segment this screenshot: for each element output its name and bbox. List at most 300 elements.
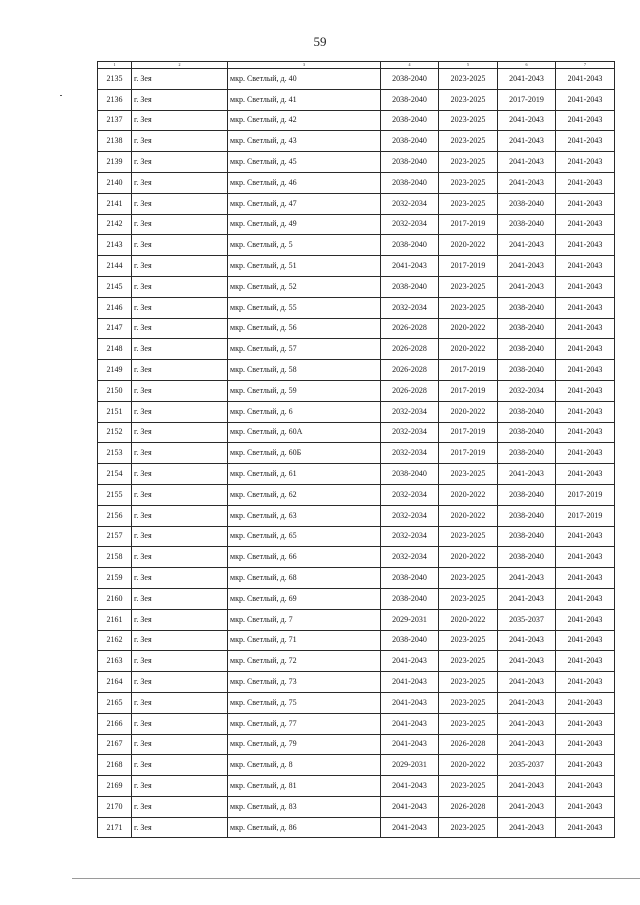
period-col4-cell: 2038-2040	[381, 89, 439, 110]
table-row	[98, 422, 615, 443]
address-cell: мкр. Светлый, д. 46	[228, 172, 381, 193]
table-row	[98, 817, 615, 838]
period-col7-cell: 2041-2043	[556, 214, 615, 235]
period-col4-cell: 2038-2040	[381, 568, 439, 589]
period-col6-cell: 2041-2043	[498, 588, 556, 609]
period-col7-cell: 2041-2043	[556, 235, 615, 256]
period-col7-cell: 2041-2043	[556, 339, 615, 360]
period-col7-cell: 2041-2043	[556, 692, 615, 713]
address-cell: мкр. Светлый, д. 75	[228, 692, 381, 713]
period-col7-cell: 2041-2043	[556, 734, 615, 755]
period-col5-cell: 2020-2022	[439, 318, 498, 339]
row-number: 2169	[98, 776, 132, 797]
row-number: 2168	[98, 755, 132, 776]
period-col7-cell: 2041-2043	[556, 609, 615, 630]
period-col6-cell: 2038-2040	[498, 547, 556, 568]
period-col4-cell: 2032-2034	[381, 193, 439, 214]
table-row	[98, 380, 615, 401]
period-col4-cell: 2032-2034	[381, 547, 439, 568]
city-cell: г. Зея	[132, 692, 228, 713]
period-col4-cell: 2032-2034	[381, 297, 439, 318]
period-col6-cell: 2038-2040	[498, 214, 556, 235]
city-cell: г. Зея	[132, 443, 228, 464]
period-col4-cell: 2026-2028	[381, 339, 439, 360]
row-number: 2171	[98, 817, 132, 838]
period-col6-cell: 2035-2037	[498, 755, 556, 776]
city-cell: г. Зея	[132, 547, 228, 568]
period-col7-cell: 2041-2043	[556, 547, 615, 568]
row-number: 2167	[98, 734, 132, 755]
period-col6-cell: 2038-2040	[498, 401, 556, 422]
period-col5-cell: 2026-2028	[439, 796, 498, 817]
city-cell: г. Зея	[132, 588, 228, 609]
period-col7-cell: 2041-2043	[556, 630, 615, 651]
address-cell: мкр. Светлый, д. 5	[228, 235, 381, 256]
period-col4-cell: 2041-2043	[381, 256, 439, 277]
period-col4-cell: 2038-2040	[381, 172, 439, 193]
table-row	[98, 214, 615, 235]
table-row	[98, 318, 615, 339]
period-col7-cell: 2017-2019	[556, 505, 615, 526]
city-cell: г. Зея	[132, 235, 228, 256]
period-col5-cell: 2020-2022	[439, 235, 498, 256]
column-number: 4	[381, 62, 439, 69]
period-col5-cell: 2023-2025	[439, 776, 498, 797]
address-cell: мкр. Светлый, д. 62	[228, 484, 381, 505]
city-cell: г. Зея	[132, 172, 228, 193]
period-col4-cell: 2041-2043	[381, 796, 439, 817]
period-col5-cell: 2023-2025	[439, 89, 498, 110]
period-col6-cell: 2038-2040	[498, 360, 556, 381]
period-col4-cell: 2038-2040	[381, 588, 439, 609]
period-col6-cell: 2041-2043	[498, 796, 556, 817]
table-row	[98, 672, 615, 693]
period-col7-cell: 2041-2043	[556, 360, 615, 381]
period-col5-cell: 2020-2022	[439, 505, 498, 526]
row-number: 2138	[98, 131, 132, 152]
city-cell: г. Зея	[132, 318, 228, 339]
period-col6-cell: 2041-2043	[498, 713, 556, 734]
period-col4-cell: 2041-2043	[381, 734, 439, 755]
period-col7-cell: 2041-2043	[556, 256, 615, 277]
period-col4-cell: 2038-2040	[381, 235, 439, 256]
row-number: 2153	[98, 443, 132, 464]
address-cell: мкр. Светлый, д. 7	[228, 609, 381, 630]
page-number: 59	[313, 34, 327, 49]
period-col6-cell: 2041-2043	[498, 276, 556, 297]
row-number: 2147	[98, 318, 132, 339]
table-row	[98, 360, 615, 381]
address-cell: мкр. Светлый, д. 58	[228, 360, 381, 381]
period-col5-cell: 2017-2019	[439, 214, 498, 235]
period-col6-cell: 2038-2040	[498, 526, 556, 547]
row-number: 2136	[98, 89, 132, 110]
table-row	[98, 484, 615, 505]
row-number: 2166	[98, 713, 132, 734]
period-col4-cell: 2032-2034	[381, 214, 439, 235]
address-cell: мкр. Светлый, д. 8	[228, 755, 381, 776]
period-col5-cell: 2023-2025	[439, 131, 498, 152]
address-cell: мкр. Светлый, д. 81	[228, 776, 381, 797]
row-number: 2161	[98, 609, 132, 630]
period-col7-cell: 2041-2043	[556, 422, 615, 443]
city-cell: г. Зея	[132, 651, 228, 672]
period-col6-cell: 2038-2040	[498, 193, 556, 214]
period-col5-cell: 2023-2025	[439, 817, 498, 838]
period-col7-cell: 2017-2019	[556, 484, 615, 505]
period-col7-cell: 2041-2043	[556, 755, 615, 776]
period-col6-cell: 2041-2043	[498, 630, 556, 651]
city-cell: г. Зея	[132, 734, 228, 755]
period-col5-cell: 2023-2025	[439, 110, 498, 131]
period-col7-cell: 2041-2043	[556, 796, 615, 817]
address-cell: мкр. Светлый, д. 77	[228, 713, 381, 734]
period-col4-cell: 2041-2043	[381, 672, 439, 693]
row-number: 2160	[98, 588, 132, 609]
city-cell: г. Зея	[132, 360, 228, 381]
table-row	[98, 256, 615, 277]
period-col7-cell: 2041-2043	[556, 526, 615, 547]
period-col5-cell: 2023-2025	[439, 713, 498, 734]
row-number: 2164	[98, 672, 132, 693]
city-cell: г. Зея	[132, 817, 228, 838]
address-cell: мкр. Светлый, д. 73	[228, 672, 381, 693]
row-number: 2163	[98, 651, 132, 672]
period-col5-cell: 2020-2022	[439, 484, 498, 505]
city-cell: г. Зея	[132, 401, 228, 422]
period-col5-cell: 2026-2028	[439, 734, 498, 755]
column-number: 6	[498, 62, 556, 69]
period-col4-cell: 2038-2040	[381, 131, 439, 152]
period-col4-cell: 2032-2034	[381, 526, 439, 547]
period-col5-cell: 2020-2022	[439, 339, 498, 360]
period-col4-cell: 2029-2031	[381, 755, 439, 776]
city-cell: г. Зея	[132, 69, 228, 90]
period-col4-cell: 2032-2034	[381, 505, 439, 526]
period-col5-cell: 2023-2025	[439, 672, 498, 693]
address-cell: мкр. Светлый, д. 66	[228, 547, 381, 568]
city-cell: г. Зея	[132, 776, 228, 797]
period-col4-cell: 2038-2040	[381, 110, 439, 131]
city-cell: г. Зея	[132, 796, 228, 817]
city-cell: г. Зея	[132, 526, 228, 547]
period-col5-cell: 2023-2025	[439, 152, 498, 173]
period-col5-cell: 2023-2025	[439, 276, 498, 297]
address-cell: мкр. Светлый, д. 6	[228, 401, 381, 422]
city-cell: г. Зея	[132, 152, 228, 173]
period-col5-cell: 2023-2025	[439, 69, 498, 90]
address-cell: мкр. Светлый, д. 65	[228, 526, 381, 547]
period-col7-cell: 2041-2043	[556, 651, 615, 672]
period-col4-cell: 2026-2028	[381, 360, 439, 381]
address-cell: мкр. Светлый, д. 57	[228, 339, 381, 360]
period-col5-cell: 2020-2022	[439, 547, 498, 568]
period-col5-cell: 2017-2019	[439, 380, 498, 401]
period-col6-cell: 2038-2040	[498, 297, 556, 318]
period-col7-cell: 2041-2043	[556, 713, 615, 734]
city-cell: г. Зея	[132, 89, 228, 110]
city-cell: г. Зея	[132, 505, 228, 526]
period-col6-cell: 2038-2040	[498, 484, 556, 505]
table-row	[98, 193, 615, 214]
row-number: 2141	[98, 193, 132, 214]
column-number: 3	[228, 62, 381, 69]
period-col7-cell: 2041-2043	[556, 89, 615, 110]
period-col4-cell: 2032-2034	[381, 401, 439, 422]
table-body	[98, 69, 615, 838]
period-col4-cell: 2029-2031	[381, 609, 439, 630]
row-number: 2144	[98, 256, 132, 277]
address-cell: мкр. Светлый, д. 79	[228, 734, 381, 755]
address-cell: мкр. Светлый, д. 72	[228, 651, 381, 672]
city-cell: г. Зея	[132, 256, 228, 277]
row-number: 2158	[98, 547, 132, 568]
period-col7-cell: 2041-2043	[556, 568, 615, 589]
period-col5-cell: 2023-2025	[439, 651, 498, 672]
period-col4-cell: 2038-2040	[381, 464, 439, 485]
table-row	[98, 152, 615, 173]
row-number: 2162	[98, 630, 132, 651]
period-col4-cell: 2041-2043	[381, 713, 439, 734]
table-row	[98, 734, 615, 755]
row-number: 2149	[98, 360, 132, 381]
period-col6-cell: 2017-2019	[498, 89, 556, 110]
city-cell: г. Зея	[132, 630, 228, 651]
city-cell: г. Зея	[132, 609, 228, 630]
address-cell: мкр. Светлый, д. 59	[228, 380, 381, 401]
city-cell: г. Зея	[132, 484, 228, 505]
scan-edge-line	[72, 878, 640, 879]
period-col4-cell: 2038-2040	[381, 152, 439, 173]
column-number: 2	[132, 62, 228, 69]
city-cell: г. Зея	[132, 713, 228, 734]
table-row	[98, 588, 615, 609]
table-row	[98, 339, 615, 360]
period-col7-cell: 2041-2043	[556, 297, 615, 318]
row-number: 2150	[98, 380, 132, 401]
table-row	[98, 630, 615, 651]
period-col4-cell: 2041-2043	[381, 776, 439, 797]
period-col7-cell: 2041-2043	[556, 193, 615, 214]
row-number: 2159	[98, 568, 132, 589]
period-col7-cell: 2041-2043	[556, 69, 615, 90]
period-col6-cell: 2041-2043	[498, 568, 556, 589]
table-row	[98, 89, 615, 110]
city-cell: г. Зея	[132, 568, 228, 589]
period-col6-cell: 2038-2040	[498, 505, 556, 526]
period-col5-cell: 2023-2025	[439, 172, 498, 193]
city-cell: г. Зея	[132, 297, 228, 318]
period-col6-cell: 2041-2043	[498, 672, 556, 693]
address-cell: мкр. Светлый, д. 56	[228, 318, 381, 339]
row-number: 2146	[98, 297, 132, 318]
period-col5-cell: 2023-2025	[439, 568, 498, 589]
row-number: 2137	[98, 110, 132, 131]
period-col6-cell: 2041-2043	[498, 131, 556, 152]
table-row	[98, 547, 615, 568]
period-col6-cell: 2041-2043	[498, 734, 556, 755]
row-number: 2155	[98, 484, 132, 505]
address-cell: мкр. Светлый, д. 47	[228, 193, 381, 214]
address-cell: мкр. Светлый, д. 60А	[228, 422, 381, 443]
period-col7-cell: 2041-2043	[556, 131, 615, 152]
table-row	[98, 776, 615, 797]
period-col7-cell: 2041-2043	[556, 110, 615, 131]
address-cell: мкр. Светлый, д. 45	[228, 152, 381, 173]
period-col4-cell: 2026-2028	[381, 318, 439, 339]
city-cell: г. Зея	[132, 380, 228, 401]
period-col5-cell: 2023-2025	[439, 630, 498, 651]
period-col4-cell: 2038-2040	[381, 630, 439, 651]
address-cell: мкр. Светлый, д. 42	[228, 110, 381, 131]
period-col6-cell: 2038-2040	[498, 443, 556, 464]
table-row	[98, 505, 615, 526]
column-number: 1	[98, 62, 132, 69]
period-col6-cell: 2041-2043	[498, 692, 556, 713]
city-cell: г. Зея	[132, 193, 228, 214]
row-number: 2142	[98, 214, 132, 235]
period-col5-cell: 2023-2025	[439, 297, 498, 318]
period-col4-cell: 2041-2043	[381, 692, 439, 713]
period-col7-cell: 2041-2043	[556, 318, 615, 339]
address-cell: мкр. Светлый, д. 68	[228, 568, 381, 589]
period-col6-cell: 2041-2043	[498, 152, 556, 173]
period-col6-cell: 2041-2043	[498, 235, 556, 256]
address-cell: мкр. Светлый, д. 49	[228, 214, 381, 235]
period-col4-cell: 2038-2040	[381, 276, 439, 297]
row-number: 2165	[98, 692, 132, 713]
city-cell: г. Зея	[132, 339, 228, 360]
period-col4-cell: 2041-2043	[381, 651, 439, 672]
table-row	[98, 464, 615, 485]
period-col5-cell: 2017-2019	[439, 360, 498, 381]
address-cell: мкр. Светлый, д. 60Б	[228, 443, 381, 464]
table-row	[98, 235, 615, 256]
city-cell: г. Зея	[132, 464, 228, 485]
period-col6-cell: 2041-2043	[498, 817, 556, 838]
city-cell: г. Зея	[132, 131, 228, 152]
column-number: 5	[439, 62, 498, 69]
table-row	[98, 110, 615, 131]
address-cell: мкр. Светлый, д. 61	[228, 464, 381, 485]
period-col6-cell: 2041-2043	[498, 651, 556, 672]
row-number: 2157	[98, 526, 132, 547]
city-cell: г. Зея	[132, 422, 228, 443]
table-row	[98, 609, 615, 630]
period-col6-cell: 2038-2040	[498, 318, 556, 339]
table-row	[98, 276, 615, 297]
period-col6-cell: 2041-2043	[498, 69, 556, 90]
row-number: 2148	[98, 339, 132, 360]
table-row	[98, 713, 615, 734]
row-number: 2170	[98, 796, 132, 817]
period-col7-cell: 2041-2043	[556, 588, 615, 609]
period-col4-cell: 2032-2034	[381, 443, 439, 464]
address-cell: мкр. Светлый, д. 55	[228, 297, 381, 318]
period-col7-cell: 2041-2043	[556, 776, 615, 797]
period-col7-cell: 2041-2043	[556, 443, 615, 464]
period-col5-cell: 2023-2025	[439, 526, 498, 547]
period-col7-cell: 2041-2043	[556, 152, 615, 173]
period-col7-cell: 2041-2043	[556, 672, 615, 693]
period-col4-cell: 2038-2040	[381, 69, 439, 90]
city-cell: г. Зея	[132, 110, 228, 131]
table-row	[98, 568, 615, 589]
address-cell: мкр. Светлый, д. 43	[228, 131, 381, 152]
period-col4-cell: 2026-2028	[381, 380, 439, 401]
period-col4-cell: 2041-2043	[381, 817, 439, 838]
period-col5-cell: 2023-2025	[439, 692, 498, 713]
address-cell: мкр. Светлый, д. 71	[228, 630, 381, 651]
column-number-row	[98, 62, 615, 69]
period-col5-cell: 2023-2025	[439, 193, 498, 214]
table-row	[98, 526, 615, 547]
table-row	[98, 443, 615, 464]
table-row	[98, 401, 615, 422]
period-col6-cell: 2041-2043	[498, 172, 556, 193]
column-number: 7	[556, 62, 615, 69]
period-col6-cell: 2032-2034	[498, 380, 556, 401]
period-col6-cell: 2041-2043	[498, 776, 556, 797]
address-cell: мкр. Светлый, д. 69	[228, 588, 381, 609]
table-row	[98, 651, 615, 672]
period-col6-cell: 2035-2037	[498, 609, 556, 630]
period-col5-cell: 2017-2019	[439, 256, 498, 277]
period-col6-cell: 2041-2043	[498, 256, 556, 277]
row-number: 2135	[98, 69, 132, 90]
period-col5-cell: 2023-2025	[439, 464, 498, 485]
row-number: 2145	[98, 276, 132, 297]
period-col7-cell: 2041-2043	[556, 401, 615, 422]
row-number: 2156	[98, 505, 132, 526]
city-cell: г. Зея	[132, 672, 228, 693]
period-col6-cell: 2041-2043	[498, 464, 556, 485]
address-cell: мкр. Светлый, д. 51	[228, 256, 381, 277]
address-cell: мкр. Светлый, д. 63	[228, 505, 381, 526]
period-col7-cell: 2041-2043	[556, 464, 615, 485]
period-col5-cell: 2017-2019	[439, 443, 498, 464]
period-col6-cell: 2038-2040	[498, 339, 556, 360]
period-col5-cell: 2023-2025	[439, 588, 498, 609]
period-col7-cell: 2041-2043	[556, 172, 615, 193]
address-cell: мкр. Светлый, д. 86	[228, 817, 381, 838]
table-row	[98, 172, 615, 193]
scan-mark	[60, 95, 62, 96]
table-row	[98, 796, 615, 817]
period-col5-cell: 2020-2022	[439, 755, 498, 776]
period-col6-cell: 2041-2043	[498, 110, 556, 131]
row-number: 2140	[98, 172, 132, 193]
registry-table	[97, 61, 615, 838]
table-row	[98, 131, 615, 152]
table-row	[98, 692, 615, 713]
period-col5-cell: 2017-2019	[439, 422, 498, 443]
address-cell: мкр. Светлый, д. 40	[228, 69, 381, 90]
row-number: 2151	[98, 401, 132, 422]
period-col4-cell: 2032-2034	[381, 422, 439, 443]
period-col5-cell: 2020-2022	[439, 609, 498, 630]
period-col7-cell: 2041-2043	[556, 817, 615, 838]
table-row	[98, 755, 615, 776]
period-col7-cell: 2041-2043	[556, 276, 615, 297]
address-cell: мкр. Светлый, д. 83	[228, 796, 381, 817]
table-row	[98, 69, 615, 90]
table-row	[98, 297, 615, 318]
city-cell: г. Зея	[132, 276, 228, 297]
city-cell: г. Зея	[132, 755, 228, 776]
row-number: 2152	[98, 422, 132, 443]
period-col7-cell: 2041-2043	[556, 380, 615, 401]
